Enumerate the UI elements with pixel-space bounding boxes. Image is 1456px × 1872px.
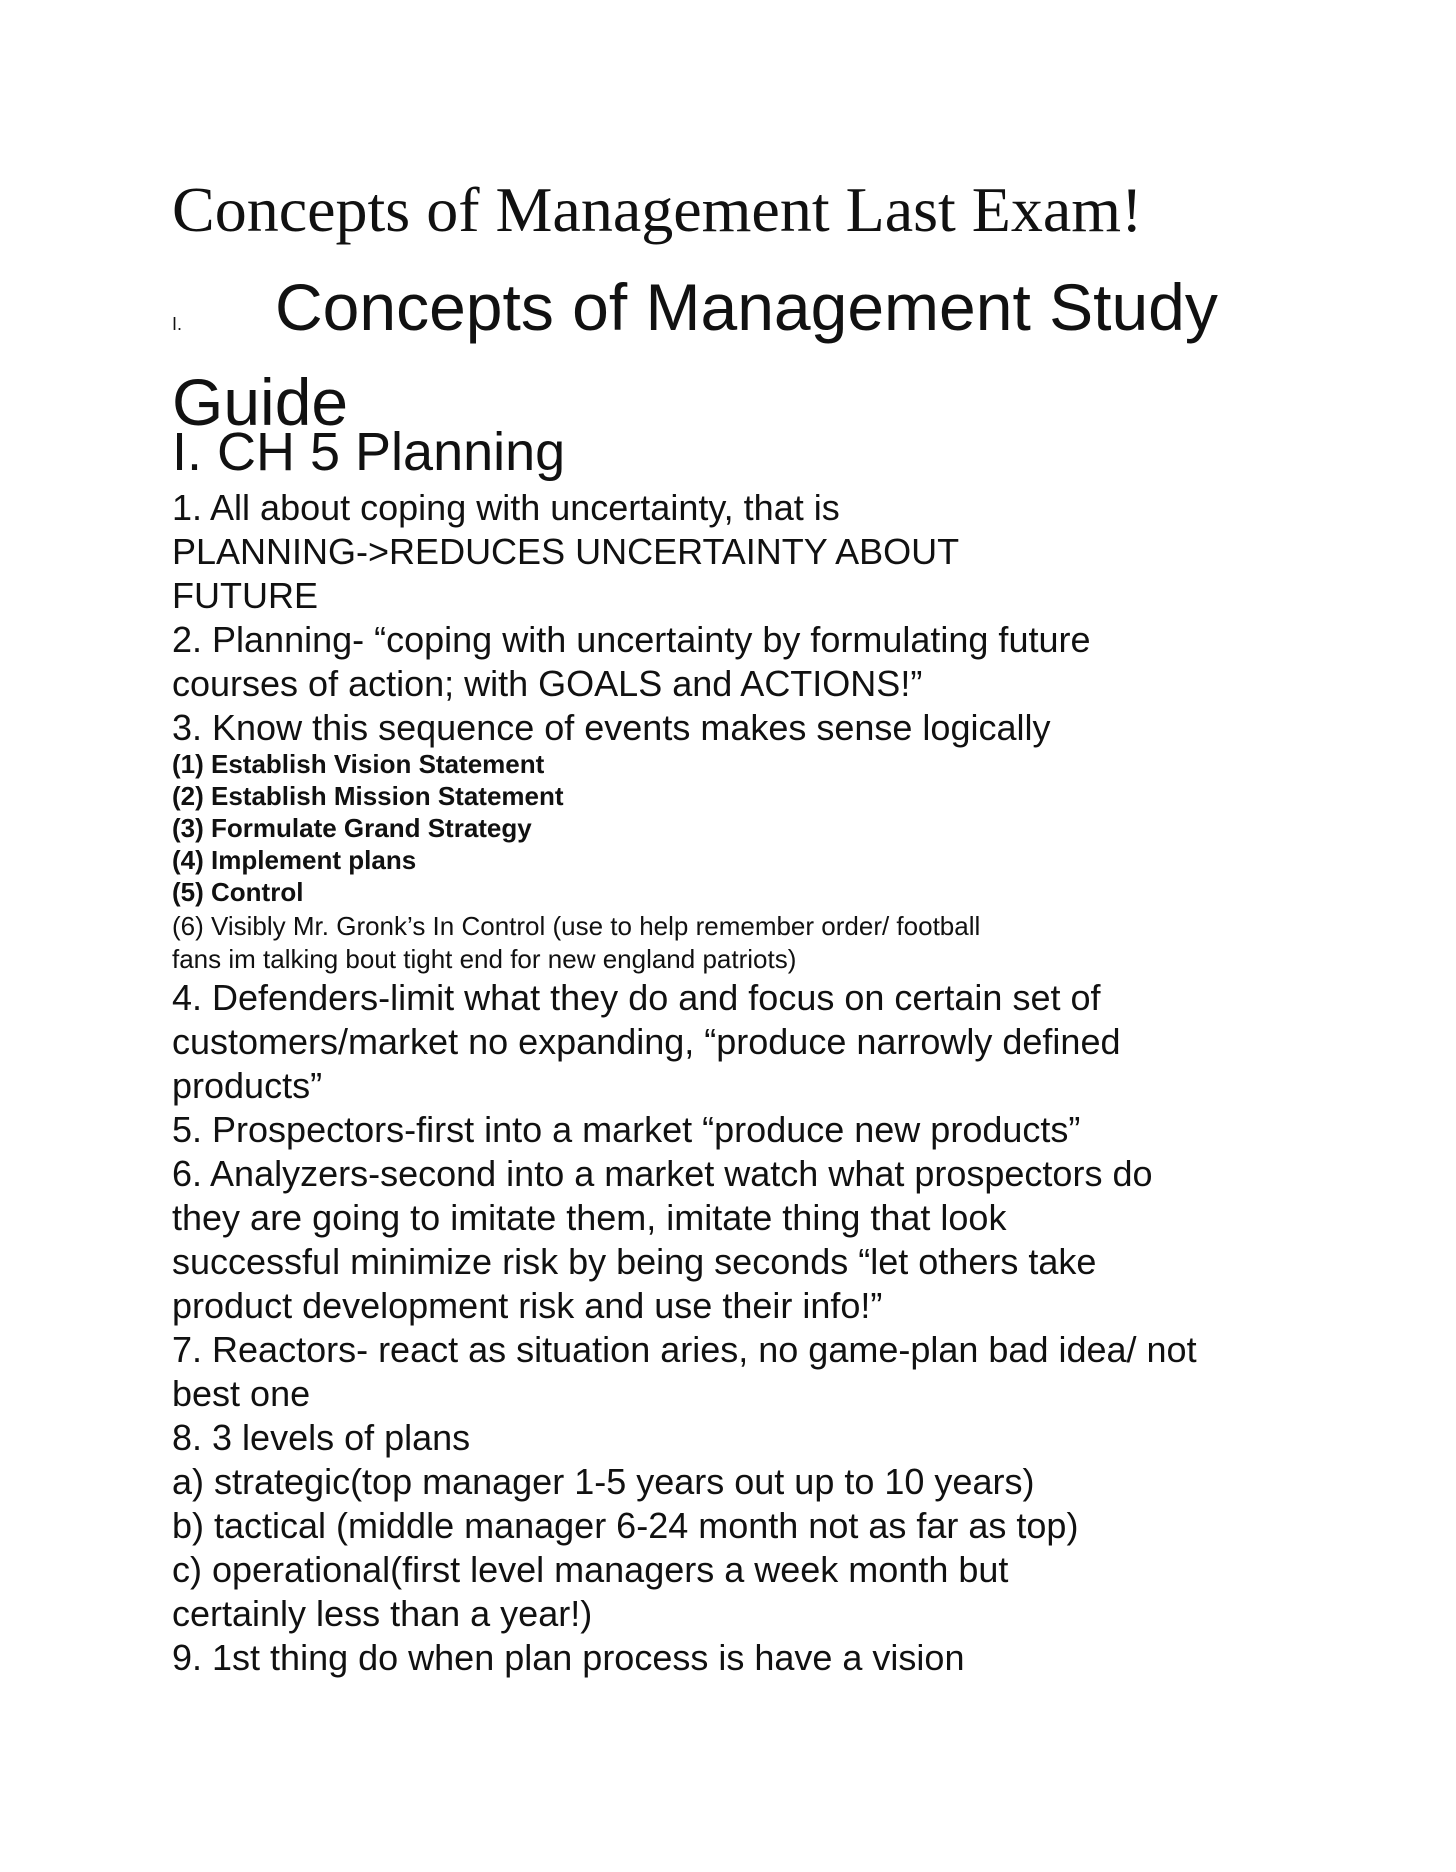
study-guide-heading <box>172 268 1302 441</box>
note-line: best one <box>172 1373 311 1414</box>
study-guide-line-1: Concepts of Management Study <box>275 270 1218 344</box>
chapter-heading: I. CH 5 Planning <box>172 422 566 482</box>
sequence-item: (5) Control <box>172 877 304 907</box>
note-line: 5. Prospectors-first into a market “produce new products” <box>172 1109 1081 1150</box>
document-title: Concepts of Management Last Exam! <box>172 174 1143 245</box>
sequence-item: (4) Implement plans <box>172 845 417 875</box>
mnemonic-line: fans im talking bout tight end for new england patriots) <box>172 944 797 974</box>
note-line: products” <box>172 1065 323 1106</box>
mnemonic-note <box>172 910 980 976</box>
sequence-item: (3) Formulate Grand Strategy <box>172 813 532 843</box>
note-line: courses of action; with GOALS and ACTIONS!” <box>172 663 923 704</box>
mnemonic-line: (6) Visibly Mr. Gronk’s In Control (use to help remember order/ football <box>172 911 981 941</box>
note-line: 1. All about coping with uncertainty, that is <box>172 487 840 528</box>
note-line: c) operational(first level managers a week month but <box>172 1549 1009 1590</box>
note-line: 7. Reactors- react as situation aries, no game-plan bad idea/ not <box>172 1329 1197 1370</box>
sequence-item: (1) Establish Vision Statement <box>172 749 545 779</box>
note-line: FUTURE <box>172 575 318 616</box>
note-line: b) tactical (middle manager 6-24 month not as far as top) <box>172 1505 1079 1546</box>
note-line: certainly less than a year!) <box>172 1593 593 1634</box>
note-line: 2. Planning- “coping with uncertainty by formulating future <box>172 619 1091 660</box>
sequence-item: (2) Establish Mission Statement <box>172 781 564 811</box>
strategy-notes <box>172 976 1302 1680</box>
note-line: 4. Defenders-limit what they do and focus on certain set of <box>172 977 1101 1018</box>
note-line: successful minimize risk by being seconds “let others take <box>172 1241 1097 1282</box>
note-line: 6. Analyzers-second into a market watch what prospectors do <box>172 1153 1153 1194</box>
study-guide-numeral: I. <box>172 314 183 334</box>
note-line: 8. 3 levels of plans <box>172 1417 471 1458</box>
note-line: 3. Know this sequence of events makes sense logically <box>172 707 1051 748</box>
planning-sequence <box>172 748 564 908</box>
note-line: a) strategic(top manager 1-5 years out up to 10 years) <box>172 1461 1035 1502</box>
study-guide-line-2: Guide <box>172 365 349 439</box>
note-line: PLANNING->REDUCES UNCERTAINTY ABOUT <box>172 531 960 572</box>
note-line: product development risk and use their info!” <box>172 1285 883 1326</box>
intro-notes <box>172 486 1302 750</box>
note-line: customers/market no expanding, “produce narrowly defined <box>172 1021 1121 1062</box>
note-line: 9. 1st thing do when plan process is have a vision <box>172 1637 965 1678</box>
note-line: they are going to imitate them, imitate thing that look <box>172 1197 1007 1238</box>
